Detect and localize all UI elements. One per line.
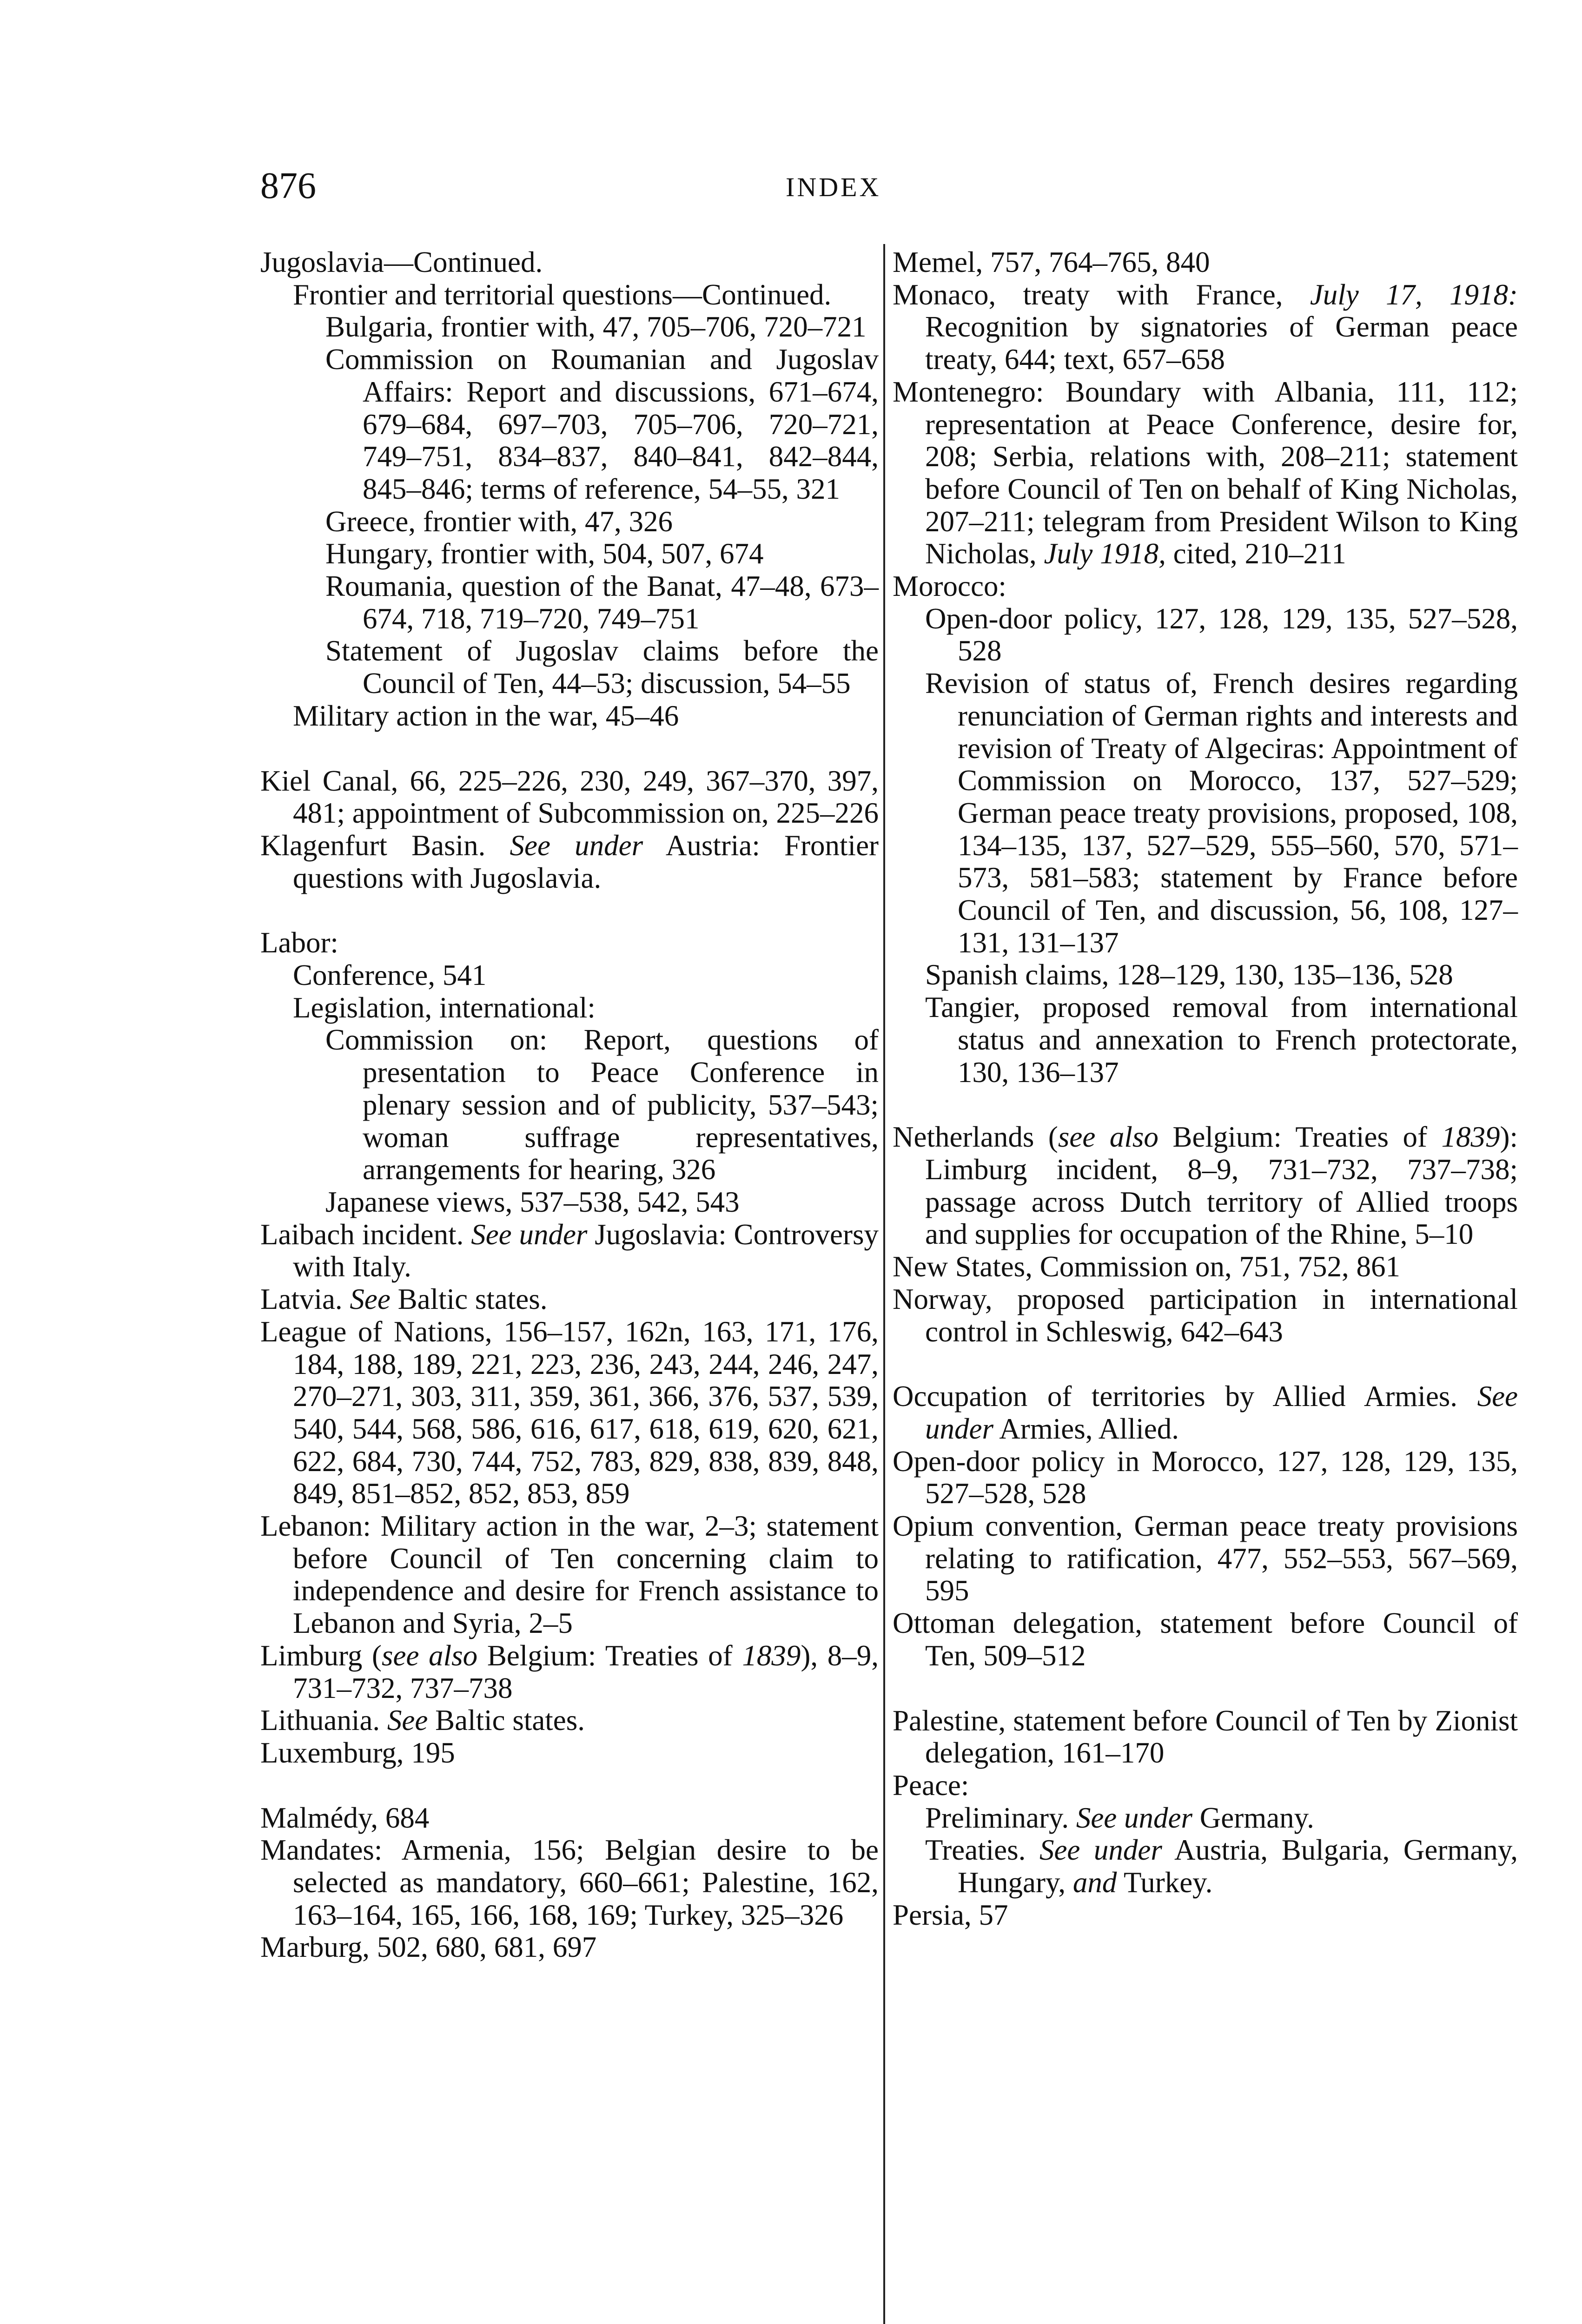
see-also-reference: see also [382, 1639, 478, 1672]
entry-text: Turkey. [1117, 1866, 1213, 1899]
index-subentry-preliminary [893, 1802, 1518, 1835]
see-reference: See under [1039, 1834, 1162, 1867]
index-entry-peace: Peace: [893, 1769, 969, 1802]
entry-text: Recognition by signatories of German peace treaty, 644; text, 657–658 [925, 310, 1518, 376]
entry-text: Montenegro: Boundary with Albania, 111, 112; representation at Peace Conference, desire for, 208; Serbia, relations with, 208–211; statement before Council of Ten on behalf of King Nicholas, 207–211; telegram from President Wilson to King Nicholas, [893, 375, 1518, 570]
entry-text: Netherlands ( [893, 1121, 1058, 1154]
index-entry-norway: Norway, proposed participation in international control in Schleswig, 642–643 [893, 1282, 1518, 1348]
index-entry-new-states: New States, Commission on, 751, 752, 861 [893, 1250, 1401, 1283]
entry-text: Occupation of territories by Allied Armies. [893, 1380, 1477, 1413]
column-rule [883, 244, 885, 2324]
entry-text: ): Limburg incident, 8–9, 731–732, 737–738; passage across Dutch territory of Allied troops and supplies for occupation of the Rhine, 5–10 [925, 1121, 1518, 1251]
index-subentry-greece: Greece, frontier with, 47, 326 [325, 505, 673, 538]
entry-text: Treaties. [925, 1834, 1039, 1867]
index-entry-lithuania [260, 1704, 879, 1737]
entry-text: Baltic states. [390, 1283, 548, 1316]
entry-text: Limburg ( [260, 1639, 382, 1672]
telegram-date: July 1918, [1044, 537, 1166, 570]
entry-text: Latvia. [260, 1283, 350, 1316]
entry-text: Laibach incident. [260, 1218, 471, 1251]
entry-text: Armies, Allied. [993, 1412, 1179, 1445]
index-entry-marburg: Marburg, 502, 680, 681, 697 [260, 1931, 597, 1964]
entry-text: Preliminary. [925, 1801, 1076, 1834]
entry-text: Jugoslavia: Controversy with Italy. [293, 1218, 879, 1283]
index-entry-ottoman: Ottoman delegation, statement before Council of Ten, 509–512 [893, 1607, 1518, 1672]
index-subentry-frontier: Frontier and territorial questions—Continued. [293, 278, 832, 311]
index-entry-jugoslavia: Jugoslavia—Continued. [260, 246, 543, 278]
index-subentry-military: Military action in the war, 45–46 [293, 699, 679, 732]
entry-text: Austria, Bulgaria, Germany, Hungary, [958, 1834, 1518, 1899]
left-column [260, 246, 879, 1964]
entry-text: cited, 210–211 [1165, 537, 1346, 570]
section-gap [260, 733, 879, 765]
treaty-year: 1839 [742, 1639, 801, 1672]
see-reference: See [387, 1704, 428, 1737]
treaty-year: 1839 [1441, 1121, 1500, 1154]
section-gap [893, 1089, 1518, 1121]
index-subentry-japanese: Japanese views, 537–538, 542, 543 [325, 1185, 740, 1218]
see-reference: See under [510, 829, 643, 862]
index-entry-persia: Persia, 57 [893, 1898, 1008, 1931]
index-entry-limburg [260, 1640, 879, 1704]
entry-text: Monaco, treaty with France, [893, 278, 1310, 311]
page-header [0, 158, 1582, 214]
treaty-date: July 17, 1918: [1310, 278, 1518, 311]
index-entry-morocco: Morocco: [893, 570, 1006, 603]
right-column [893, 246, 1518, 1931]
index-entry-memel: Memel, 757, 764–765, 840 [893, 246, 1210, 278]
see-reference: See under [925, 1380, 1518, 1445]
index-subentry-labor-commission: Commission on: Report, questions of presentation to Peace Conference in plenary session and of publicity, 537–543; woman suffrage representatives, arrangements for hearing, 326 [325, 1023, 879, 1186]
see-reference: See under [471, 1218, 588, 1251]
index-entry-latvia [260, 1283, 879, 1316]
index-entry-league: League of Nations, 156–157, 162n, 163, 171, 176, 184, 188, 189, 221, 223, 236, 243, 244, 246, 247, 270–271, 303, 311, 359, 361, 366, 376, 537, 539, 540, 544, 568, 586, 616, 617, 618, 619, 620, 621, 622, 684, 730, 744, 752, 783, 829, 838, 839, 848, 849, 851–852, 852, 853, 859 [260, 1315, 879, 1510]
index-subentry-treaties [893, 1834, 1518, 1899]
index-entry-palestine: Palestine, statement before Council of Ten by Zionist delegation, 161–170 [893, 1704, 1518, 1769]
index-entry-luxemburg: Luxemburg, 195 [260, 1736, 455, 1769]
index-subentry-commission: Commission on Roumanian and Jugoslav Affairs: Report and discussions, 671–674, 679–684, 697–703, 705–706, 720–721, 749–751, 834–837, 840–841, 842–844, 845–846; terms of reference, 54–55, 321 [325, 343, 879, 505]
page-number: 876 [260, 165, 316, 206]
index-subentry-conference: Conference, 541 [293, 959, 487, 992]
entry-text: Baltic states. [428, 1704, 585, 1737]
index-subentry-open-door: Open-door policy, 127, 128, 129, 135, 527–528, 528 [925, 602, 1518, 667]
running-head: INDEX [786, 172, 881, 202]
section-gap [260, 894, 879, 927]
see-reference: See under [1076, 1801, 1192, 1834]
index-entry-kiel: Kiel Canal, 66, 225–226, 230, 249, 367–370, 397, 481; appointment of Subcommission on, 225–226 [260, 764, 879, 830]
index-subentry-spanish: Spanish claims, 128–129, 130, 135–136, 528 [925, 958, 1453, 991]
index-entry-laibach [260, 1219, 879, 1283]
entry-text: Klagenfurt Basin. [260, 829, 510, 862]
entry-text: ), 8–9, 731–732, 737–738 [293, 1639, 879, 1704]
index-entry-montenegro [893, 376, 1518, 570]
index-entry-occupation [893, 1380, 1518, 1445]
entry-text: Germany. [1192, 1801, 1314, 1834]
index-subentry-bulgaria: Bulgaria, frontier with, 47, 705–706, 720–721 [325, 310, 867, 343]
entry-text: Belgium: Treaties of [477, 1639, 742, 1672]
section-gap [893, 1672, 1518, 1705]
section-gap [260, 1769, 879, 1802]
index-entry-opium: Opium convention, German peace treaty provisions relating to ratification, 477, 552–553, 567–569, 595 [893, 1510, 1518, 1607]
index-entry-monaco [893, 279, 1518, 376]
see-reference: See [350, 1283, 391, 1316]
index-entry-lebanon: Lebanon: Military action in the war, 2–3; statement before Council of Ten concerning claim to independence and desire for French assistance to Lebanon and Syria, 2–5 [260, 1510, 879, 1640]
index-entry-open-door: Open-door policy in Morocco, 127, 128, 129, 135, 527–528, 528 [893, 1445, 1518, 1510]
index-entry-labor: Labor: [260, 926, 338, 959]
entry-text: Austria: Frontier questions with Jugoslavia. [293, 829, 879, 894]
entry-text: Belgium: Treaties of [1158, 1121, 1442, 1154]
index-entry-malmedy: Malmédy, 684 [260, 1801, 430, 1834]
conjunction: and [1072, 1866, 1117, 1899]
index-entry-mandates: Mandates: Armenia, 156; Belgian desire to be selected as mandatory, 660–661; Palestine, 162, 163–164, 165, 166, 168, 169; Turkey, 325–326 [260, 1834, 879, 1931]
index-subentry-legislation: Legislation, international: [293, 991, 596, 1024]
see-also-reference: see also [1058, 1121, 1158, 1154]
index-entry-netherlands [893, 1121, 1518, 1251]
index-subentry-statement: Statement of Jugoslav claims before the Council of Ten, 44–53; discussion, 54–55 [325, 634, 879, 700]
entry-text: Lithuania. [260, 1704, 387, 1737]
index-entry-klagenfurt [260, 830, 879, 894]
index-subentry-revision: Revision of status of, French desires regarding renunciation of German rights and interests and revision of Treaty of Algeciras: Appointment of Commission on Morocco, 137, 527–529; German peace treaty provisions, proposed, 108, 134–135, 137, 527–529, 555–560, 570, 571–573, 581–583; statement by France before Council of Ten, and discussion, 56, 108, 127–131, 131–137 [925, 667, 1518, 959]
index-subentry-tangier: Tangier, proposed removal from international status and annexation to French protectorate, 130, 136–137 [925, 991, 1518, 1089]
index-subentry-hungary: Hungary, frontier with, 504, 507, 674 [325, 537, 764, 570]
section-gap [893, 1348, 1518, 1380]
index-subentry-roumania: Roumania, question of the Banat, 47–48, 673–674, 718, 719–720, 749–751 [325, 570, 879, 635]
